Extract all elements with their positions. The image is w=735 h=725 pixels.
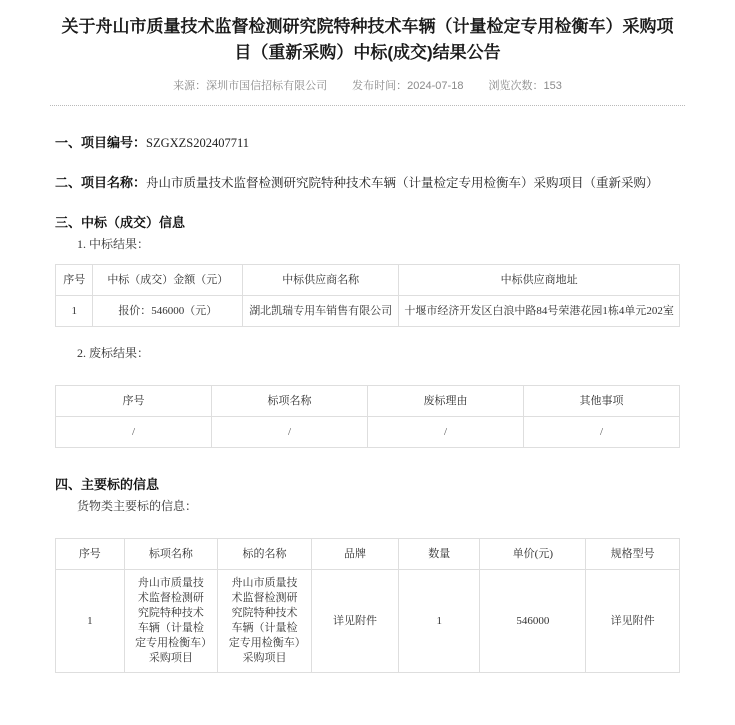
failed-result-subheading: 2. 废标结果： — [77, 346, 150, 360]
header-divider — [50, 105, 685, 106]
column-header-index: 序号 — [56, 386, 212, 417]
document-metadata — [0, 66, 735, 94]
failed-result-table — [55, 385, 680, 448]
column-header-target-name: 标的名称 — [218, 539, 312, 570]
column-header-supplier-address: 中标供应商地址 — [399, 265, 680, 296]
table-header-row — [56, 265, 680, 296]
section-award-info-heading: 三、中标（成交）信息 — [55, 215, 186, 230]
goods-subheading: 货物类主要标的信息： — [77, 499, 198, 513]
section-project-number — [55, 132, 680, 154]
cell-unit-price: 546000 — [480, 570, 586, 673]
table-header-row — [56, 539, 680, 570]
cell-index: 1 — [56, 570, 125, 673]
column-header-index: 序号 — [56, 539, 125, 570]
section-main-items-heading: 四、主要标的信息 — [55, 477, 160, 492]
column-header-index: 序号 — [56, 265, 93, 296]
award-result-subheading: 1. 中标结果： — [77, 237, 150, 251]
column-header-item-name: 标项名称 — [212, 386, 368, 417]
cell-index: / — [56, 417, 212, 448]
column-header-spec: 规格型号 — [586, 539, 680, 570]
section-project-name-heading: 二、项目名称： — [55, 175, 147, 190]
page-title: 关于舟山市质量技术监督检测研究院特种技术车辆（计量检定专用检衡车）采购项目（重新采购）中标(成交)结果公告 — [61, 17, 674, 62]
cell-brand: 详见附件 — [311, 570, 398, 673]
column-header-quantity: 数量 — [399, 539, 480, 570]
cell-item-name: / — [212, 417, 368, 448]
document-body — [0, 132, 735, 673]
section-project-name — [55, 172, 680, 194]
project-name-value: 舟山市质量技术监督检测研究院特种技术车辆（计量检定专用检衡车）采购项目（重新采购） — [146, 176, 659, 190]
table-header-row — [56, 386, 680, 417]
cell-amount: 报价：546000（元） — [93, 296, 243, 327]
cell-spec: 详见附件 — [586, 570, 680, 673]
view-count-label: 浏览次数：153 — [488, 80, 562, 92]
cell-index: 1 — [56, 296, 93, 327]
project-number-value: SZGXZS202407711 — [146, 136, 250, 150]
cell-reason: / — [368, 417, 524, 448]
goods-table-wrapper — [55, 538, 680, 673]
table-row — [56, 417, 680, 448]
cell-quantity: 1 — [399, 570, 480, 673]
publish-date-label: 发布时间：2024-07-18 — [352, 80, 464, 92]
column-header-reason: 废标理由 — [368, 386, 524, 417]
column-header-brand: 品牌 — [311, 539, 398, 570]
cell-item-name: 舟山市质量技术监督检测研究院特种技术车辆（计量检定专用检衡车）采购项目 — [124, 570, 218, 673]
column-header-unit-price: 单价(元) — [480, 539, 586, 570]
goods-items-table — [55, 538, 680, 673]
table-row — [56, 570, 680, 673]
cell-supplier-name: 湖北凯瑞专用车销售有限公司 — [243, 296, 399, 327]
column-header-other: 其他事项 — [524, 386, 680, 417]
column-header-item-name: 标项名称 — [124, 539, 218, 570]
award-result-table — [55, 264, 680, 327]
failed-table-wrapper — [55, 385, 680, 448]
section-project-number-heading: 一、项目编号： — [55, 135, 147, 150]
cell-other: / — [524, 417, 680, 448]
column-header-supplier-name: 中标供应商名称 — [243, 265, 399, 296]
column-header-amount: 中标（成交）金额（元） — [93, 265, 243, 296]
award-table-wrapper — [55, 264, 680, 327]
source-label: 来源：深圳市国信招标有限公司 — [173, 80, 328, 92]
cell-target-name: 舟山市质量技术监督检测研究院特种技术车辆（计量检定专用检衡车）采购项目 — [218, 570, 312, 673]
table-row — [56, 296, 680, 327]
cell-supplier-address: 十堰市经济开发区白浪中路84号荣港花园1栋4单元202室 — [399, 296, 680, 327]
